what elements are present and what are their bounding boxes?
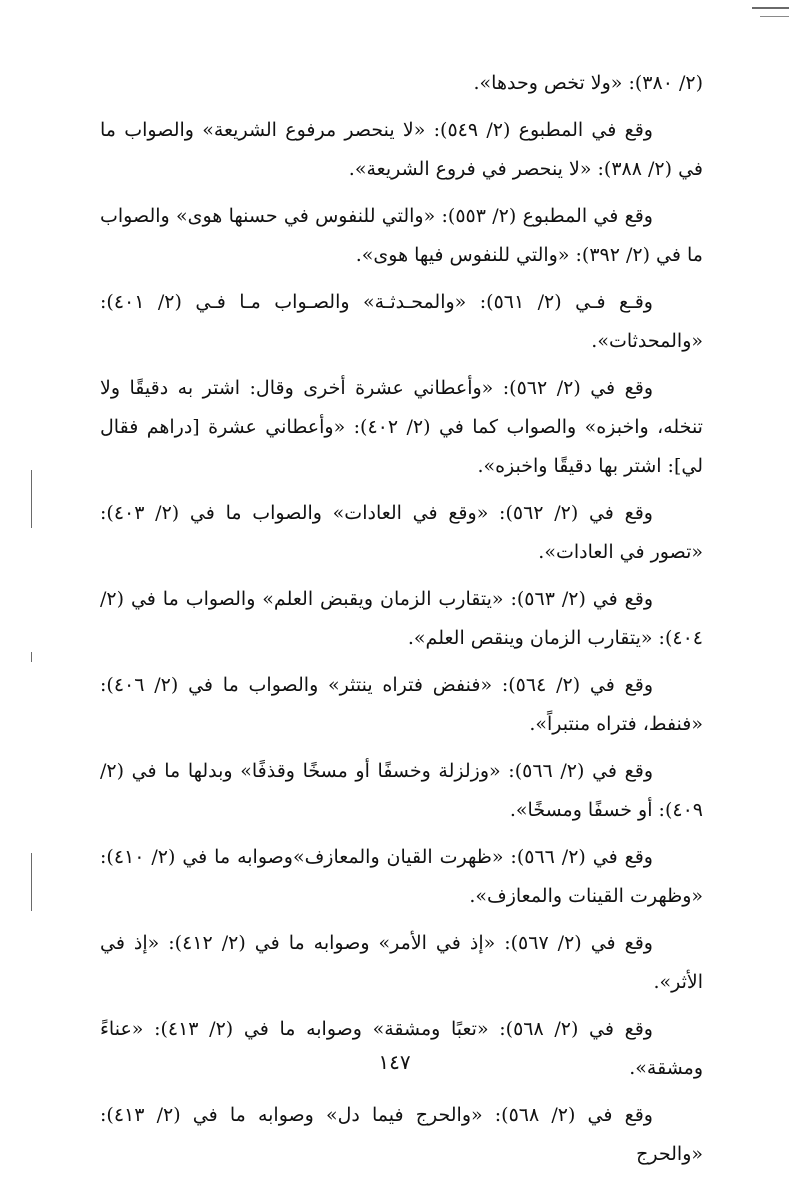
- paragraph: وقع في (٢/ ٥٦٧): «إذ في الأمر» وصوابه ما في (٢/ ٤١٢): «إذ في الأثر».: [100, 932, 703, 993]
- paragraph: وقع في (٢/ ٥٦٦): «وزلزلة وخسفًا أو مسخًا وقذفًا» وبدلها ما في (٢/ ٤٠٩): أو خسفًا ومسخًا».: [100, 760, 703, 821]
- paragraph: وقع في (٢/ ٥٦٨): «تعبًا ومشقة» وصوابه ما في (٢/ ٤١٣): «عناءً ومشقة».: [100, 1018, 703, 1079]
- body-text: [100, 64, 703, 1182]
- scan-edge-line: [31, 652, 32, 662]
- paragraph: وقع في المطبوع (٢/ ٥٤٩): «لا ينحصر مرفوع الشريعة» والصواب ما في (٢/ ٣٨٨): «لا ينحصر في فروع الشريعة».: [100, 119, 703, 180]
- paragraph: وقع في (٢/ ٥٦٢): «وقع في العادات» والصواب ما في (٢/ ٤٠٣): «تصور في العادات».: [100, 502, 703, 563]
- paragraph: وقع في (٢/ ٥٦٨): «والحرج فيما دل» وصوابه ما في (٢/ ٤١٣): «والحرج: [100, 1104, 703, 1165]
- page-number: ١٤٧: [378, 1050, 411, 1074]
- paragraph: وقع في (٢/ ٥٦٤): «فنفض فتراه ينتثر» والصواب ما في (٢/ ٤٠٦): «فنفط، فتراه منتبراً».: [100, 674, 703, 735]
- scan-edge-line: [31, 470, 32, 528]
- paragraph: (٢/ ٣٨٠): «ولا تخص وحدها».: [473, 72, 703, 94]
- paragraph: وقـع فـي (٢/ ٥٦١): «والمحـدثـة» والصـواب مـا فـي (٢/ ٤٠١): «والمحدثات».: [100, 291, 703, 352]
- paragraph: وقع في (٢/ ٥٦٢): «وأعطاني عشرة أخرى وقال: اشتر به دقيقًا ولا تنخله، واخبزه» والصواب كما في (٢/ ٤٠٢): «وأعطاني عشرة [دراهم فقال لي]: اشتر بها دقيقًا واخبزه».: [100, 377, 703, 477]
- paragraph: وقع في (٢/ ٥٦٦): «ظهرت القيان والمعازف»وصوابه ما في (٢/ ٤١٠): «وظهرت القينات والمعازف».: [100, 846, 703, 907]
- scan-edge-line: [752, 7, 789, 9]
- paragraph: وقع في المطبوع (٢/ ٥٥٣): «والتي للنفوس في حسنها هوى» والصواب ما في (٢/ ٣٩٢): «والتي للنفوس فيها هوى».: [100, 205, 703, 266]
- scan-edge-line: [760, 16, 789, 17]
- scan-edge-line: [31, 853, 32, 911]
- paragraph: وقع في (٢/ ٥٦٣): «يتقارب الزمان ويقبض العلم» والصواب ما في (٢/ ٤٠٤): «يتقارب الزمان وينقص العلم».: [100, 588, 703, 649]
